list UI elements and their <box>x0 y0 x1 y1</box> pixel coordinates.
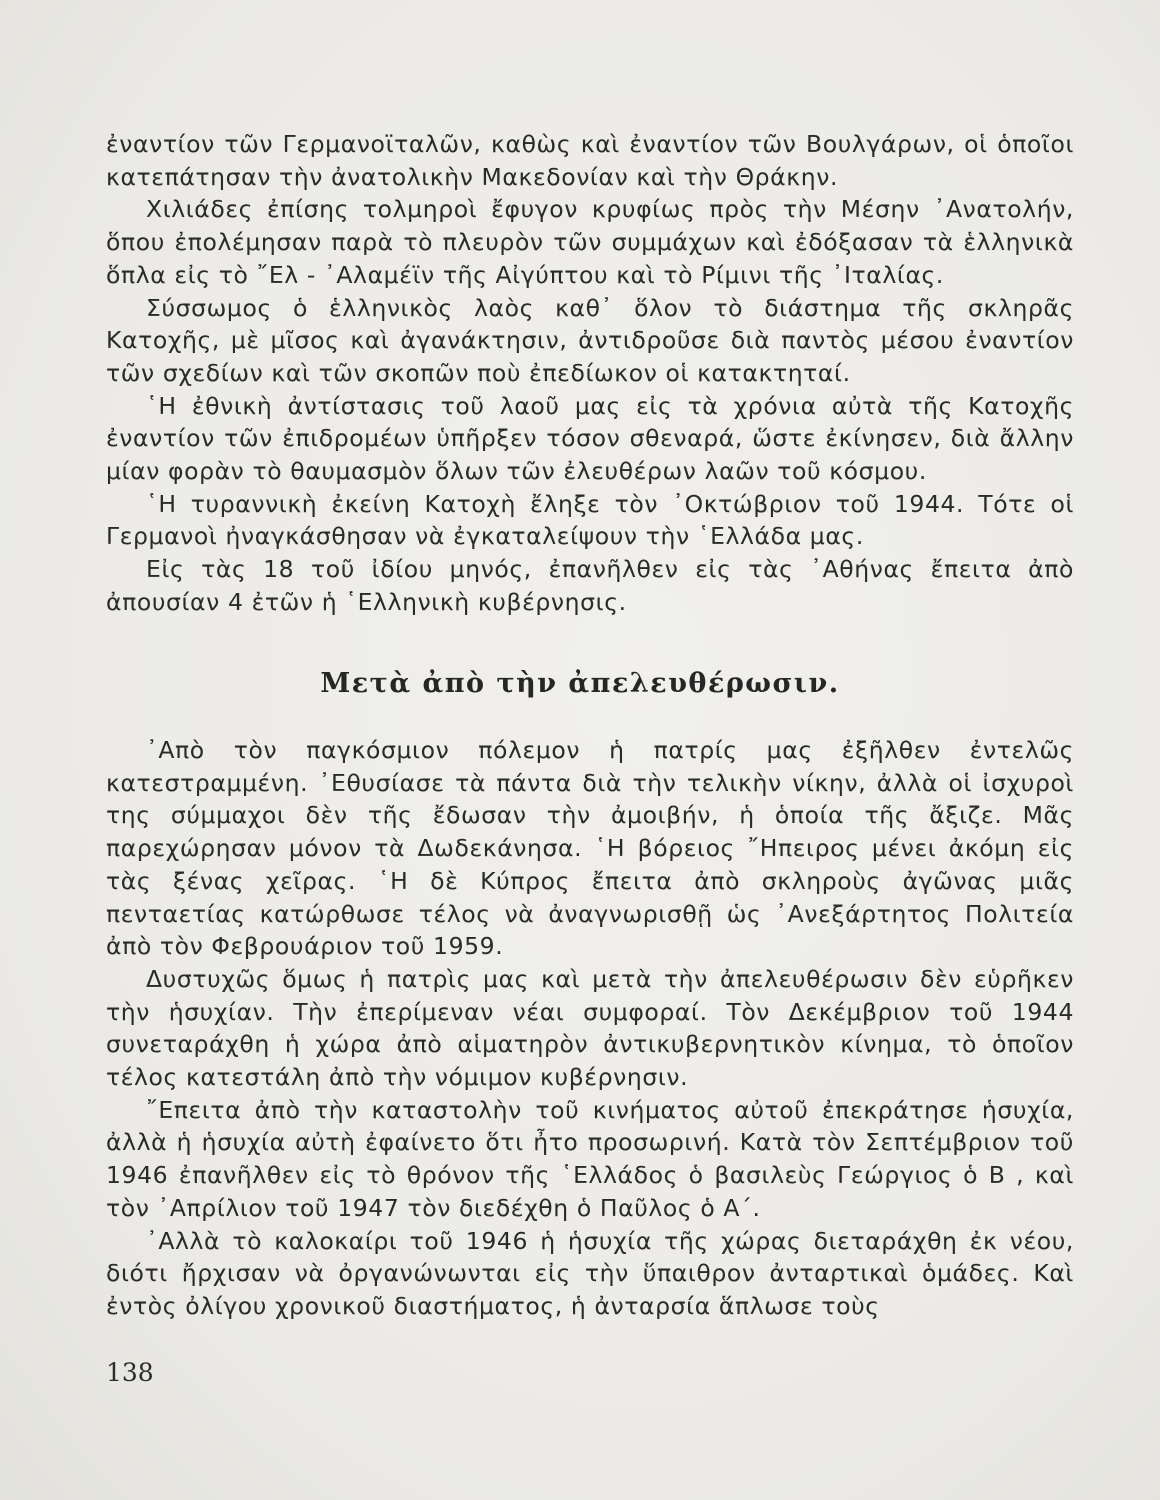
paragraph: ῾Η τυραννικὴ ἐκείνη Κατοχὴ ἔληξε τὸν ᾿Οκτώβριον τοῦ 1944. Τότε οἱ Γερμανοὶ ἠναγκάσθησαν νὰ ἐγκαταλείψουν τὴν ῾Ελλάδα μας. <box>106 489 1074 551</box>
paragraph: ᾿Απὸ τὸν παγκόσμιον πόλεμον ἡ πατρίς μας ἐξῆλθεν ἐντελῶς κατεστραμμένη. ᾿Εθυσίασε τὰ πάντα διὰ τὴν τελικὴν νίκην, ἀλλὰ οἱ ἰσχυροὶ της σύμμαχοι δὲν τῆς ἔδωσαν τὴν ἀμοιβήν, ἡ ὁποία τῆς ἄξιζε. Μᾶς παρεχώρησαν μόνον τὰ Δωδεκάνησα. ῾Η βόρειος ῎Ηπειρος μένει ἀκόμη εἰς τὰς ξένας χεῖρας. ῾Η δὲ Κύπρος ἔπειτα ἀπὸ σκληροὺς ἀγῶνας μιᾶς πενταετίας κατώρθωσε τέλος νὰ ἀναγνωρισθῇ ὡς ᾿Ανεξάρτητος Πολιτεία ἀπὸ τὸν Φεβρουάριον τοῦ 1959. <box>106 736 1074 961</box>
page-number: 138 <box>106 1358 154 1387</box>
paragraph: ἐναντίον τῶν Γερμανοϊταλῶν, καθὼς καὶ ἐναντίον τῶν Βουλγάρων, οἱ ὁποῖοι κατεπάτησαν τὴν ἀνατολικὴν Μακεδονίαν καὶ τὴν Θράκην. <box>106 130 1074 191</box>
paragraph: ῾Η ἐθνικὴ ἀντίστασις τοῦ λαοῦ μας εἰς τὰ χρόνια αὐτὰ τῆς Κατοχῆς ἐναντίον τῶν ἐπιδρομέων ὑπῆρξεν τόσον σθεναρά, ὥστε ἐκίνησεν, διὰ ἄλλην μίαν φορὰν τὸ θαυμασμὸν ὅλων τῶν ἐλευθέρων λαῶν τοῦ κόσμου. <box>106 391 1074 486</box>
paragraph: Σύσσωμος ὁ ἑλληνικὸς λαὸς καθ᾿ ὅλον τὸ διάστημα τῆς σκληρᾶς Κατοχῆς, μὲ μῖσος καὶ ἀγανάκτησιν, ἀντιδροῦσε διὰ παντὸς μέσου ἐναντίον τῶν σχεδίων καὶ τῶν σκοπῶν ποὺ ἐπεδίωκον οἱ κατακτηταί. <box>106 293 1074 387</box>
paragraph: Εἰς τὰς 18 τοῦ ἰδίου μηνός, ἐπανῆλθεν εἰς τὰς ᾿Αθήνας ἔπειτα ἀπὸ ἀπουσίαν 4 ἐτῶν ἡ ῾Ελληνικὴ κυβέρνησις. <box>106 555 1074 616</box>
paragraph: ᾿Αλλὰ τὸ καλοκαίρι τοῦ 1946 ἡ ἡσυχία τῆς χώρας διεταράχθη ἐκ νέου, διότι ἤρχισαν νὰ ὀργανώνωνται εἰς τὴν ὕπαιθρον ἀνταρτικαὶ ὁμάδες. Καὶ ἐντὸς ὀλίγου χρονικοῦ διαστήματος, ἡ ἀνταρσία ἅπλωσε τοὺς <box>106 1226 1074 1320</box>
text-section-before-heading <box>106 128 1074 619</box>
paragraph: Δυστυχῶς ὅμως ἡ πατρὶς μας καὶ μετὰ τὴν ἀπελευθέρωσιν δὲν εὑρῆκεν τὴν ἡσυχίαν. Τὴν ἐπερίμεναν νέαι συμφοραί. Τὸν Δεκέμβριον τοῦ 1944 συνεταράχθη ἡ χώρα ἀπὸ αἱματηρὸν ἀντικυβερνητικὸν κίνημα, τὸ ὁποῖον τέλος κατεστάλη ἀπὸ τὴν νόμιμον κυβέρνησιν. <box>106 964 1074 1092</box>
paragraph: ῎Επειτα ἀπὸ τὴν καταστολὴν τοῦ κινήματος αὐτοῦ ἐπεκράτησε ἡσυχία, ἀλλὰ ἡ ἡσυχία αὐτὴ ἐφαίνετο ὅτι ἦτο προσωρινή. Κατὰ τὸν Σεπτέμβριον τοῦ 1946 ἐπανῆλθεν εἰς τὸ θρόνον τῆς ῾Ελλάδος ὁ βασιλεὺς Γεώργιος ὁ Β , καὶ τὸν ᾿Απρίλιον τοῦ 1947 τὸν διεδέχθη ὁ Παῦλος ὁ Α΄. <box>106 1095 1074 1222</box>
paragraph: Χιλιάδες ἐπίσης τολμηροὶ ἔφυγον κρυφίως πρὸς τὴν Μέσην ᾿Ανατολήν, ὅπου ἐπολέμησαν παρὰ τὸ πλευρὸν τῶν συμμάχων καὶ ἐδόξασαν τὰ ἑλληνικὰ ὅπλα εἰς τὸ ῎Ελ - ᾿Αλαμέϊν τῆς Αἰγύπτου καὶ τὸ Ρίμινι τῆς ᾿Ιταλίας. <box>106 195 1074 289</box>
text-section-after-heading <box>106 734 1074 1323</box>
section-heading: Μετὰ ἀπὸ τὴν ἀπελευθέρωσιν. <box>320 668 840 699</box>
